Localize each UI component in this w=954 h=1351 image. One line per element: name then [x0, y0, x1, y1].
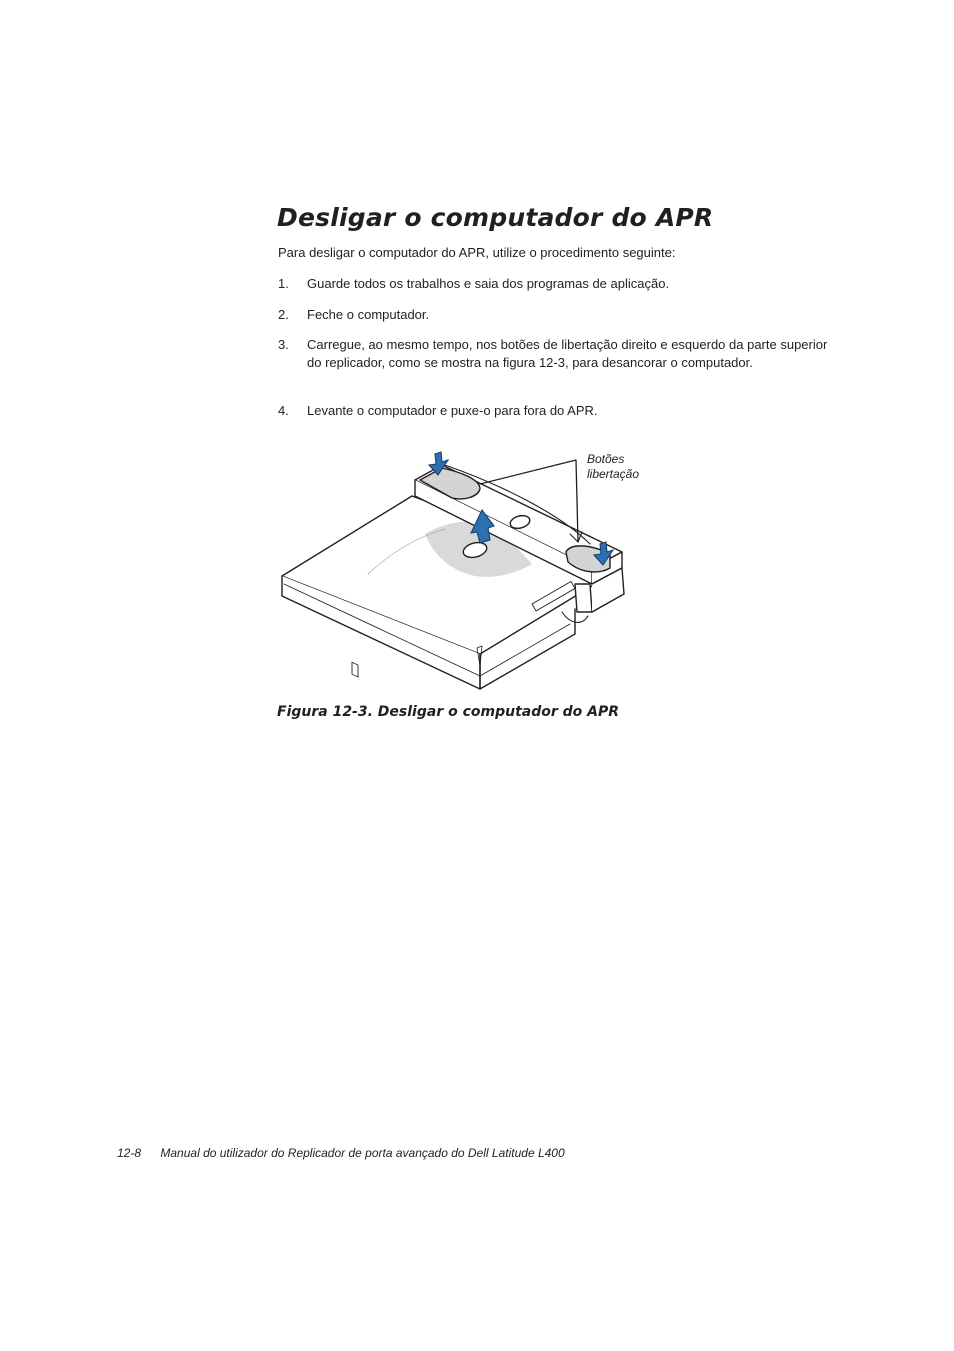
list-item	[278, 306, 429, 324]
list-item	[278, 336, 838, 372]
step-number: 3.	[278, 337, 289, 352]
laptop-top-surface	[282, 496, 615, 654]
step-text: Feche o computador.	[307, 307, 430, 322]
step-text: Guarde todos os trabalhos e saia dos programas de aplicação.	[307, 276, 670, 291]
callout-label	[587, 452, 639, 482]
list-item	[278, 275, 669, 293]
intro-text: Para desligar o computador do APR, utilize o procedimento seguinte:	[278, 245, 676, 260]
step-text: Levante o computador e puxe-o para fora do APR.	[307, 403, 598, 418]
footer-text: Manual do utilizador do Replicador de porta avançado do Dell Latitude L400	[160, 1146, 565, 1160]
step-number: 2.	[278, 307, 289, 322]
step-text: Carregue, ao mesmo tempo, nos botões de libertação direito e esquerdo da parte superior do replicador, como se mostra na figura 12-3, para desancorar o computador.	[307, 337, 828, 370]
page-footer	[117, 1146, 565, 1160]
callout-line-1: Botões	[587, 452, 625, 466]
page-title: Desligar o computador do APR	[277, 203, 714, 232]
replicator-side-post	[575, 584, 592, 612]
figure-caption: Figura 12-3. Desligar o computador do APR	[277, 704, 620, 720]
list-item	[278, 402, 598, 420]
page-number: 12-8	[117, 1146, 142, 1160]
callout-line-2: libertação	[587, 467, 640, 481]
step-number: 1.	[278, 276, 289, 291]
step-number: 4.	[278, 403, 289, 418]
